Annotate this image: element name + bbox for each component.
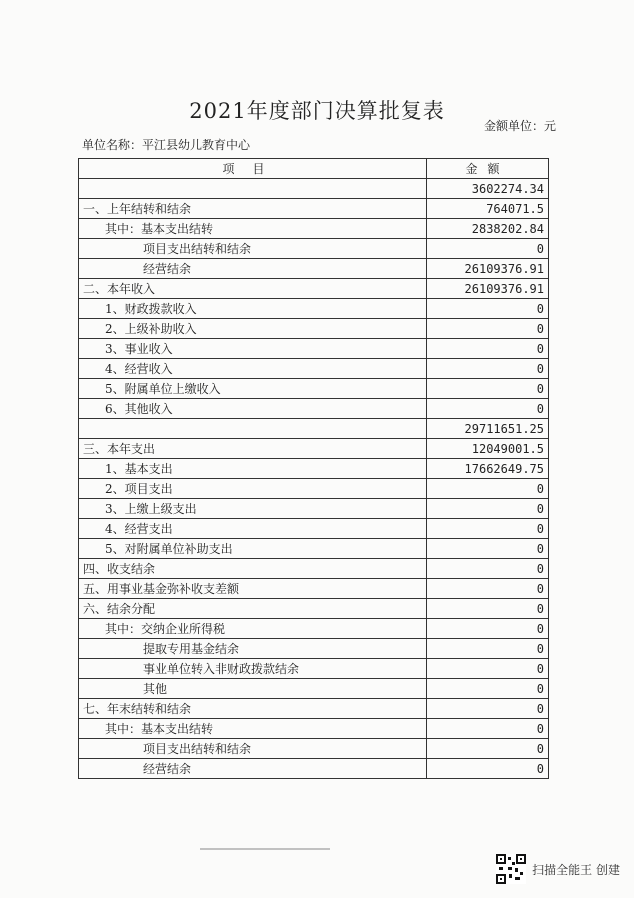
table-row bbox=[79, 519, 549, 539]
row-amount: 0 bbox=[427, 399, 549, 419]
table-row bbox=[79, 759, 549, 779]
row-item-label: 4、经营收入 bbox=[79, 359, 427, 379]
row-amount: 0 bbox=[427, 759, 549, 779]
row-amount: 0 bbox=[427, 599, 549, 619]
row-item-label: 其他 bbox=[79, 679, 427, 699]
table-row bbox=[79, 279, 549, 299]
table-row bbox=[79, 699, 549, 719]
row-item-label: 经营结余 bbox=[79, 759, 427, 779]
row-item-label: 2、上级补助收入 bbox=[79, 319, 427, 339]
table-row bbox=[79, 499, 549, 519]
table-header-row bbox=[79, 159, 549, 179]
table-row bbox=[79, 419, 549, 439]
row-amount: 0 bbox=[427, 679, 549, 699]
unit-name-label: 单位名称：平江县幼儿教育中心 bbox=[82, 138, 251, 152]
row-amount: 0 bbox=[427, 719, 549, 739]
row-item-label: 二、本年收入 bbox=[79, 279, 427, 299]
row-amount: 0 bbox=[427, 499, 549, 519]
page-title: 2021年度部门决算批复表 bbox=[189, 99, 445, 123]
row-amount: 0 bbox=[427, 359, 549, 379]
row-item-label: 五、用事业基金弥补收支差额 bbox=[79, 579, 427, 599]
row-item-label: 三、本年支出 bbox=[79, 439, 427, 459]
row-amount: 0 bbox=[427, 659, 549, 679]
table-row bbox=[79, 239, 549, 259]
header-item: 项目 bbox=[79, 159, 427, 179]
row-item-label: 1、基本支出 bbox=[79, 459, 427, 479]
row-item-label: 6、其他收入 bbox=[79, 399, 427, 419]
row-item-label: 3、事业收入 bbox=[79, 339, 427, 359]
budget-approval-table bbox=[78, 158, 549, 779]
table-row bbox=[79, 299, 549, 319]
row-item-label: 5、附属单位上缴收入 bbox=[79, 379, 427, 399]
table-row bbox=[79, 259, 549, 279]
row-amount: 0 bbox=[427, 239, 549, 259]
footer-smudge bbox=[200, 848, 330, 850]
table-row bbox=[79, 559, 549, 579]
row-item-label: 其中：交纳企业所得税 bbox=[79, 619, 427, 639]
scanner-watermark bbox=[496, 854, 620, 884]
row-amount: 2838202.84 bbox=[427, 219, 549, 239]
row-item-label: 项目支出结转和结余 bbox=[79, 239, 427, 259]
row-item-label: 5、对附属单位补助支出 bbox=[79, 539, 427, 559]
table-row bbox=[79, 599, 549, 619]
table-row bbox=[79, 199, 549, 219]
row-item-label: 2、项目支出 bbox=[79, 479, 427, 499]
row-amount: 764071.5 bbox=[427, 199, 549, 219]
row-item-label: 3、上缴上级支出 bbox=[79, 499, 427, 519]
row-amount: 0 bbox=[427, 339, 549, 359]
table-row bbox=[79, 219, 549, 239]
row-item-label: 六、结余分配 bbox=[79, 599, 427, 619]
row-item-label: 一、上年结转和结余 bbox=[79, 199, 427, 219]
row-amount: 0 bbox=[427, 739, 549, 759]
table-row bbox=[79, 179, 549, 199]
row-item-label: 4、经营支出 bbox=[79, 519, 427, 539]
amount-unit-label: 金额单位：元 bbox=[483, 119, 556, 133]
row-item-label: 1、财政拨款收入 bbox=[79, 299, 427, 319]
row-item-label: 四、收支结余 bbox=[79, 559, 427, 579]
row-amount: 26109376.91 bbox=[427, 279, 549, 299]
row-item-label bbox=[79, 179, 427, 199]
row-item-label: 项目支出结转和结余 bbox=[79, 739, 427, 759]
row-item-label: 其中：基本支出结转 bbox=[79, 219, 427, 239]
table-row bbox=[79, 379, 549, 399]
table-row bbox=[79, 719, 549, 739]
row-amount: 0 bbox=[427, 299, 549, 319]
row-amount: 0 bbox=[427, 479, 549, 499]
row-amount: 0 bbox=[427, 379, 549, 399]
row-amount: 29711651.25 bbox=[427, 419, 549, 439]
table-row bbox=[79, 739, 549, 759]
row-amount: 0 bbox=[427, 519, 549, 539]
row-item-label: 七、年末结转和结余 bbox=[79, 699, 427, 719]
row-item-label: 其中：基本支出结转 bbox=[79, 719, 427, 739]
table-row bbox=[79, 439, 549, 459]
row-amount: 17662649.75 bbox=[427, 459, 549, 479]
table-row bbox=[79, 459, 549, 479]
row-item-label: 经营结余 bbox=[79, 259, 427, 279]
table-row bbox=[79, 359, 549, 379]
row-amount: 0 bbox=[427, 619, 549, 639]
row-amount: 0 bbox=[427, 579, 549, 599]
table-row bbox=[79, 579, 549, 599]
row-item-label: 提取专用基金结余 bbox=[79, 639, 427, 659]
row-amount: 0 bbox=[427, 559, 549, 579]
row-amount: 12049001.5 bbox=[427, 439, 549, 459]
row-amount: 3602274.34 bbox=[427, 179, 549, 199]
table-row bbox=[79, 679, 549, 699]
row-amount: 0 bbox=[427, 319, 549, 339]
scanner-watermark-text: 扫描全能王 创建 bbox=[532, 862, 620, 877]
row-item-label bbox=[79, 419, 427, 439]
table-row bbox=[79, 659, 549, 679]
row-item-label: 事业单位转入非财政拨款结余 bbox=[79, 659, 427, 679]
row-amount: 0 bbox=[427, 639, 549, 659]
table-row bbox=[79, 639, 549, 659]
table-row bbox=[79, 539, 549, 559]
table-row bbox=[79, 399, 549, 419]
qr-code-icon bbox=[496, 854, 526, 884]
table-row bbox=[79, 339, 549, 359]
table-row bbox=[79, 319, 549, 339]
table-row bbox=[79, 479, 549, 499]
row-amount: 26109376.91 bbox=[427, 259, 549, 279]
header-amount: 金额 bbox=[427, 159, 549, 179]
table-row bbox=[79, 619, 549, 639]
row-amount: 0 bbox=[427, 539, 549, 559]
row-amount: 0 bbox=[427, 699, 549, 719]
